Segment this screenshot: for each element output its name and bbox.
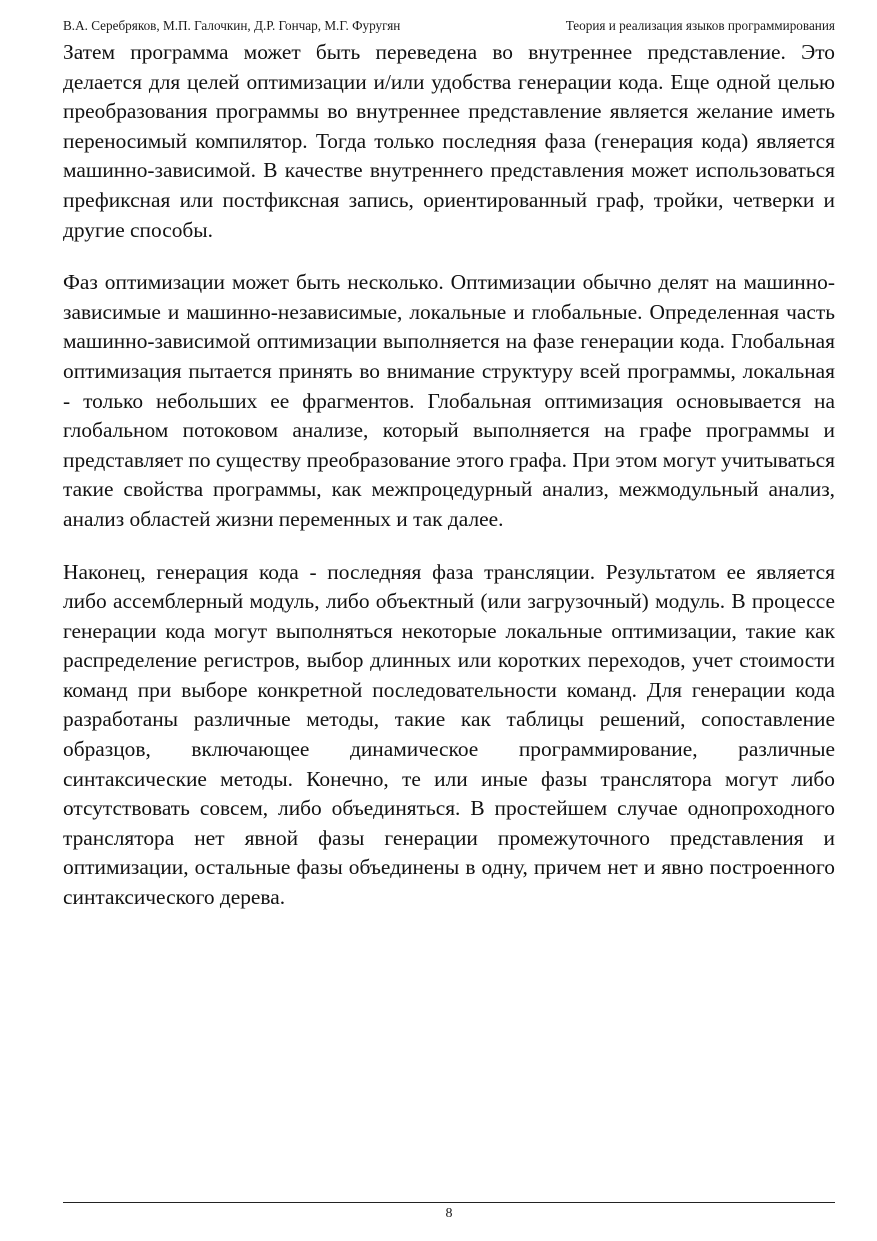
paragraph-optimization-phases: Фаз оптимизации может быть несколько. Оптимизации обычно делят на машинно-зависимые и машинно-независимые, локальные и глобальные. Определенная часть машинно-зависимой оптимизации выполняется на фазе генерации кода. Глобальная оптимизация пытается принять во внимание структуру всей программы, локальная - только небольших ее фрагментов. Глобальная оптимизация основывается на глобальном потоковом анализе, который выполняется на графе программы и представляет по существу преобразование этого графа. При этом могут учитываться такие свойства программы, как межпроцедурный анализ, межмодульный анализ, анализ областей жизни переменных и так далее.: [63, 270, 835, 531]
header-authors: В.А. Серебряков, М.П. Галочкин, Д.Р. Гончар, М.Г. Фуругян: [63, 18, 401, 33]
header-book-title: Теория и реализация языков программирования: [565, 18, 835, 33]
running-header: [63, 16, 835, 36]
paragraph-code-generation: Наконец, генерация кода - последняя фаза трансляции. Результатом ее является либо ассемблерный модуль, либо объектный (или загрузочный) модуль. В процессе генерации кода могут выполняться некоторые локальные оптимизации, такие как распределение регистров, выбор длинных или коротких переходов, учет стоимости команд при выборе конкретной последовательности команд. Для генерации кода разработаны различные методы, такие как таблицы решений, сопоставление образцов, включающее динамическое программирование, различные синтаксические методы. Конечно, те или иные фазы транслятора могут либо отсутствовать совсем, либо объединяться. В простейшем случае однопроходного транслятора нет явной фазы генерации промежуточного представления и оптимизации, остальные фазы объединены в одну, причем нет и явно построенного синтаксического дерева.: [63, 559, 835, 910]
body-text: [63, 38, 835, 913]
paragraph-intermediate-representation: Затем программа может быть переведена во внутреннее представление. Это делается для целей оптимизации и/или удобства генерации кода. Еще одной целью преобразования программы во внутреннее представление является желание иметь переносимый компилятор. Тогда только последняя фаза (генерация кода) является машинно-зависимой. В качестве внутреннего представления может использоваться префиксная или постфиксная запись, ориентированный граф, тройки, четверки и другие способы.: [63, 40, 835, 242]
page-number: 8: [445, 1206, 453, 1221]
footer-divider: [63, 1202, 835, 1203]
